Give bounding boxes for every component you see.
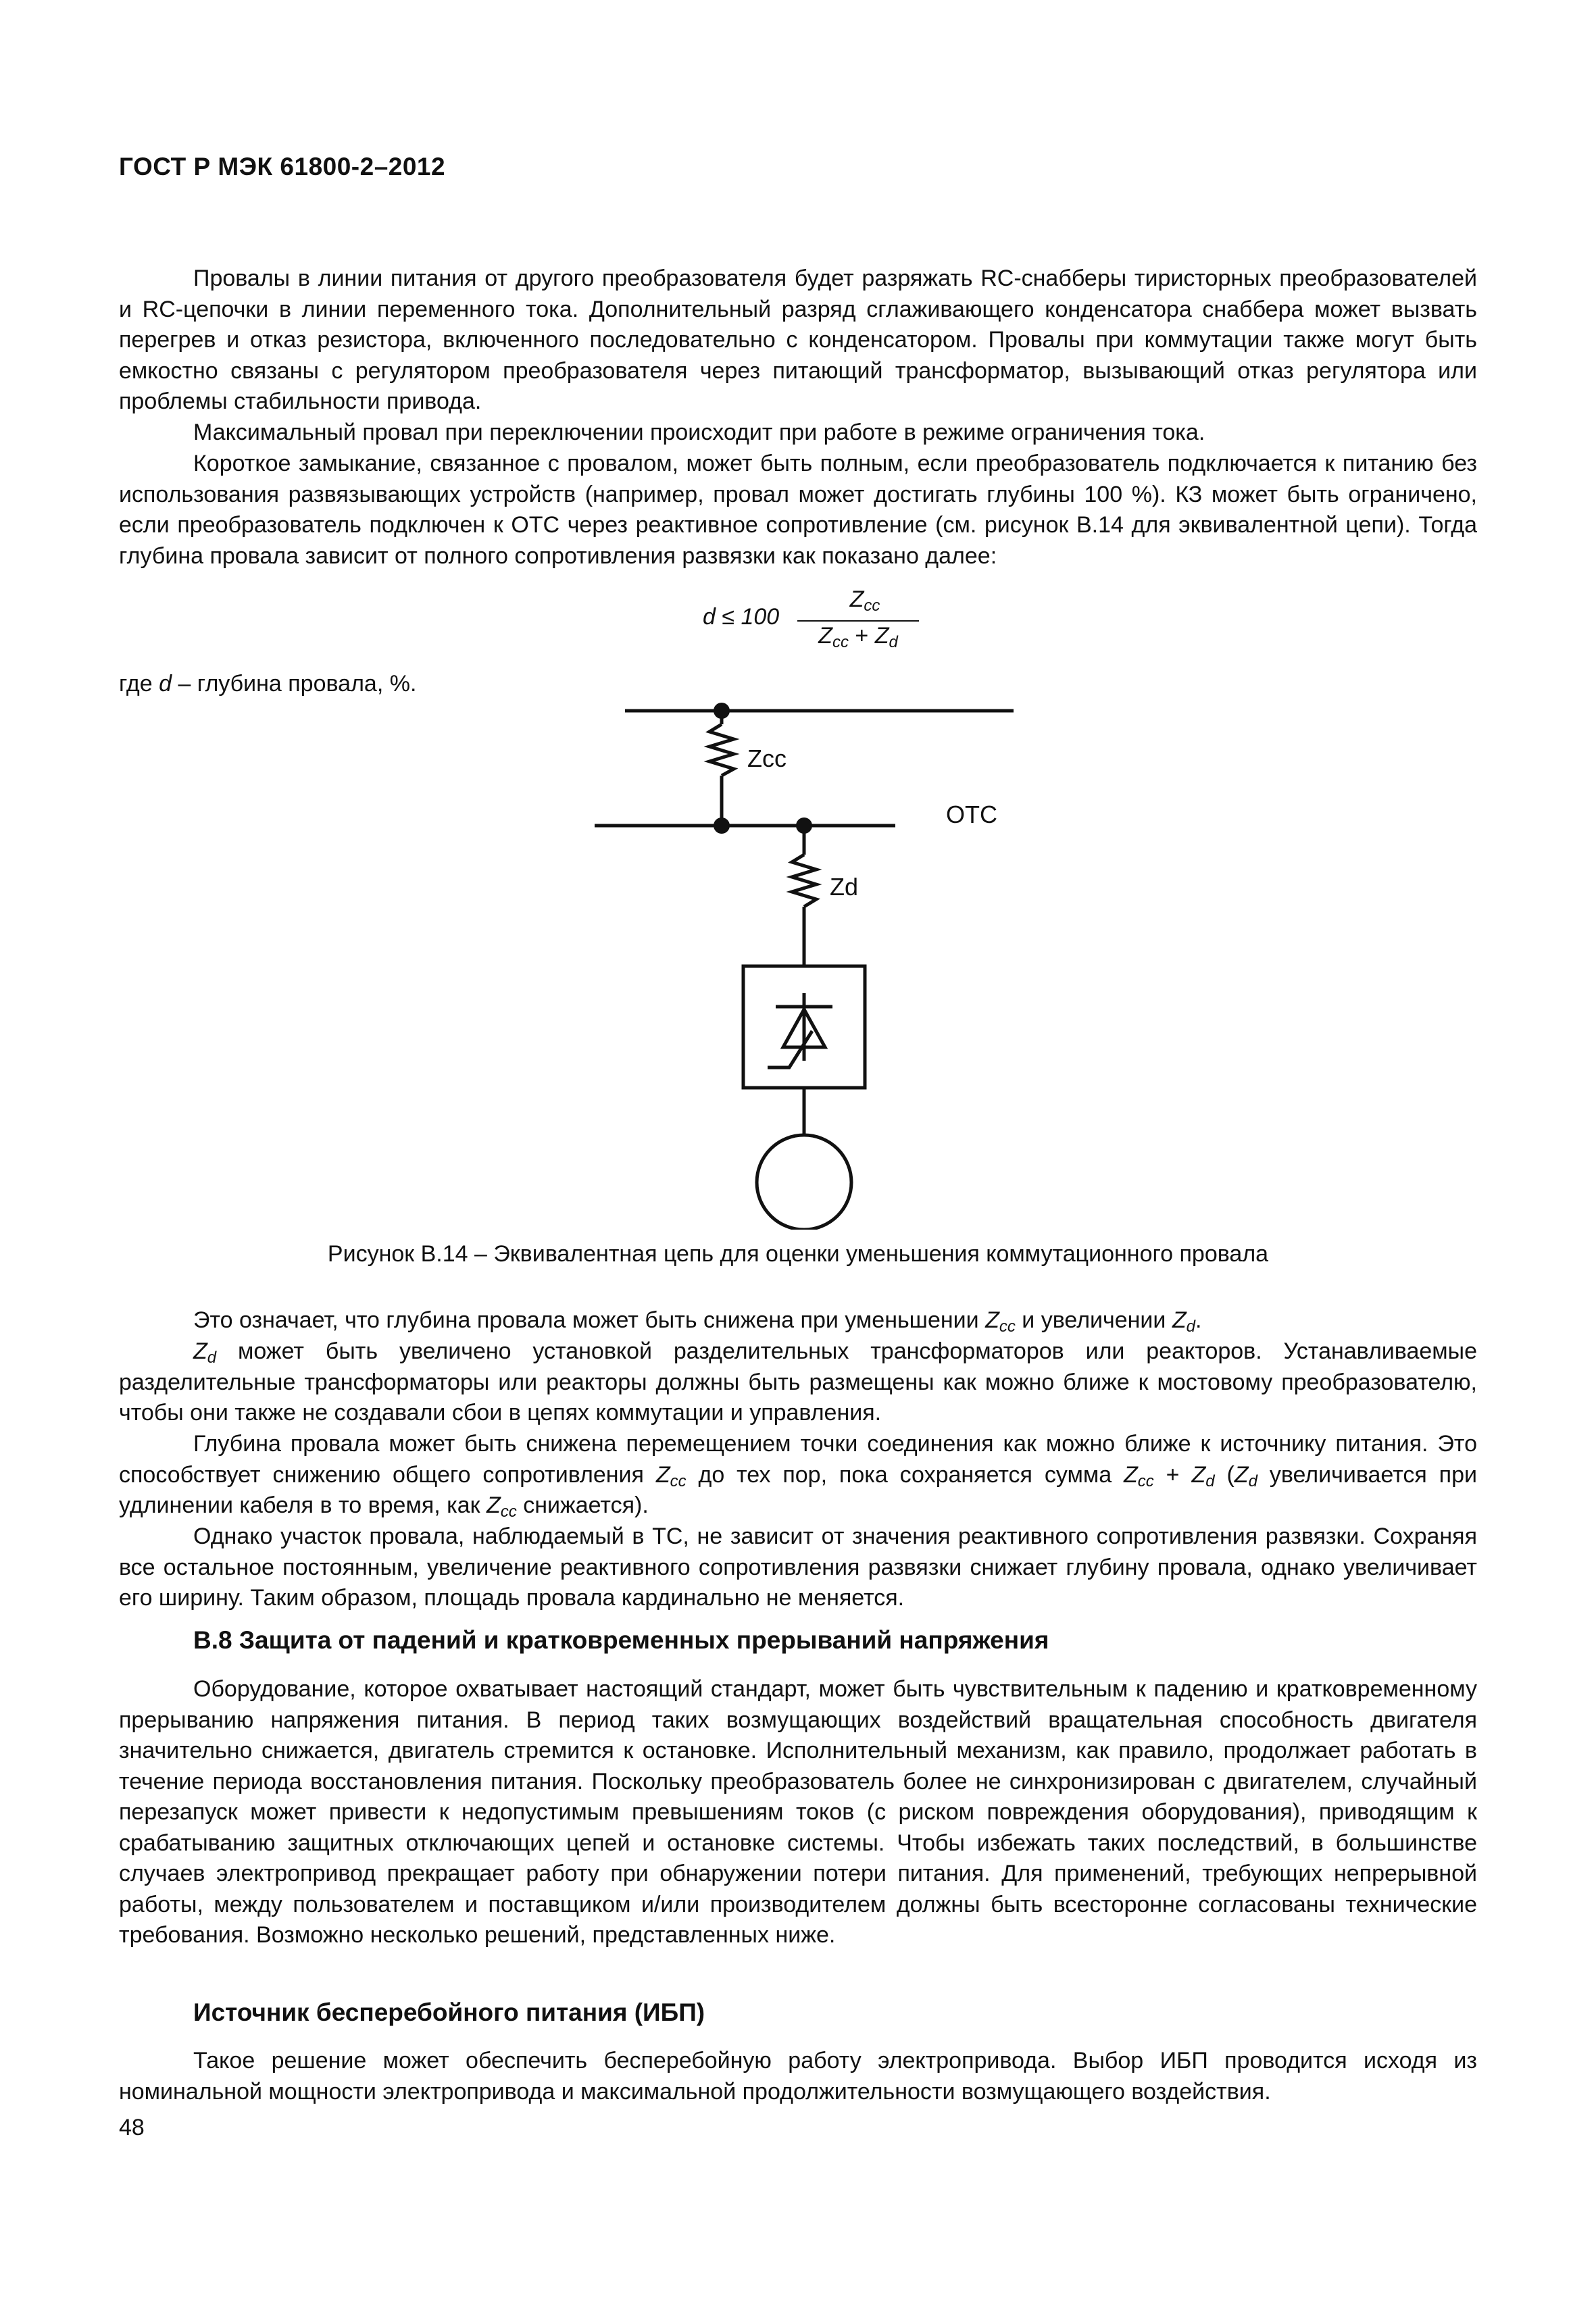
section-heading: В.8 Защита от падений и кратковременных прерываний напряжения [193,1626,1049,1654]
paragraph: Короткое замыкание, связанное с провалом, может быть полным, если преобразователь подключается к питанию без использования развязывающих устройств (например, провал может достигать глубины 100 %). КЗ может быть ограничено, если преобразователь подключен к ОТС через реактивное сопротивление (см. рисунок В.14 для эквивалентной цепи). Тогда глубина провала зависит от полного сопротивления развязки как показано далее: [119,451,1477,569]
paragraph: Глубина провала может быть снижена перемещением точки соединения как можно ближе к источнику питания. Это способствует снижению общего сопротивления $Z_{cc}$ до тех пор, пока сохраняется сумма $Z_{cc} + Z_d$ ($Z_d$ увеличивается при удлинении кабеля в то время, как $Z_{cc}$ снижается). [119,1431,1477,1521]
figure-caption: Рисунок В.14 – Эквивалентная цепь для оценки уменьшения коммутационного провала [327,1241,1269,1267]
otc-label: ОТС [946,801,997,828]
formula-numerator: $Z_{cc}$ [849,586,880,615]
paragraph: Максимальный провал при переключении происходит при работе в режиме ограничения тока. [193,420,1205,445]
formula-denominator: $Z_{cc} + Z_d$ [818,623,898,651]
zcc-impedance-symbol [709,724,734,776]
junction-dot [796,818,812,834]
formula-lhs: d ≤ 100 [703,604,780,630]
document-header: ГОСТ Р МЭК 61800-2–2012 [119,153,446,180]
formula [703,586,905,661]
paragraph: Провалы в линии питания от другого преобразователя будет разряжать RC-снабберы тиристорных преобразователей и RC-цепочки в линии переменного тока. Дополнительный разряд сглаживающего конденсатора снаббера может вызвать перегрев и отказ резистора, включенного последовательно с конденсатором. Провалы при коммутации также могут быть емкостно связаны с регулятором преобразователя через питающий трансформатор, вызывающий отказ регулятора или проблемы стабильности привода. [119,266,1477,414]
junction-dot [714,703,730,719]
zd-impedance-symbol [792,855,816,907]
paragraph: Оборудование, которое охватывает настоящий стандарт, может быть чувствительным к падению и кратковременному прерыванию напряжения питания. В период таких возмущающих воздействий вращательная способность двигателя значительно снижается, двигатель стремится к остановке. Исполнительный механизм, как правило, продолжает работать в течение периода восстановления питания. Поскольку преобразователь более не синхронизирован с двигателем, случайный перезапуск может привести к недопустимым превышениям токов (с риском повреждения оборудования), приводящим к срабатыванию защитных отключающих цепей и остановке системы. Чтобы избежать таких последствий, в большинстве случаев электропривод прекращает работу при обнаружении потери питания. Для применений, требующих непрерывной работы, между пользователем и поставщиком и/или производителем должны быть всесторонне согласованы технические требования. Возможно несколько решений, представленных ниже. [119,1676,1477,1948]
zcc-label: Zcc [747,745,787,772]
zd-label: Zd [830,873,859,901]
section-heading: Источник бесперебойного питания (ИБП) [193,1998,705,2026]
paragraph: $Z_d$ может быть увеличено установкой разделительных трансформаторов или реакторов. Устанавливаемые разделительные трансформаторы или реакторы должны быть размещены как можно ближе к мостовому преобразователю, чтобы они также не создавали сбои в цепях коммутации и управления. [119,1338,1477,1426]
motor-icon [757,1135,851,1230]
formula-explanation: где d – глубина провала, %. [119,671,417,697]
equivalent-circuit-diagram [595,682,1068,1230]
paragraph: Однако участок провала, наблюдаемый в ТС, не зависит от значения реактивного сопротивления развязки. Сохраняя все остальное постоянным, увеличение реактивного сопротивления развязки снижает глубину провала, однако увеличивает его ширину. Таким образом, площадь провала кардинально не меняется. [119,1524,1477,1611]
junction-dot [714,818,730,834]
paragraph: Это означает, что глубина провала может быть снижена при уменьшении $Z_{cc}$ и увеличении $Z_d$. [193,1307,1202,1336]
fraction-bar [797,620,919,622]
page-number: 48 [119,2115,145,2140]
paragraph: Такое решение может обеспечить бесперебойную работу электропривода. Выбор ИБП проводится исходя из номинальной мощности электропривода и максимальной продолжительности возмущающего воздействия. [119,2048,1477,2105]
